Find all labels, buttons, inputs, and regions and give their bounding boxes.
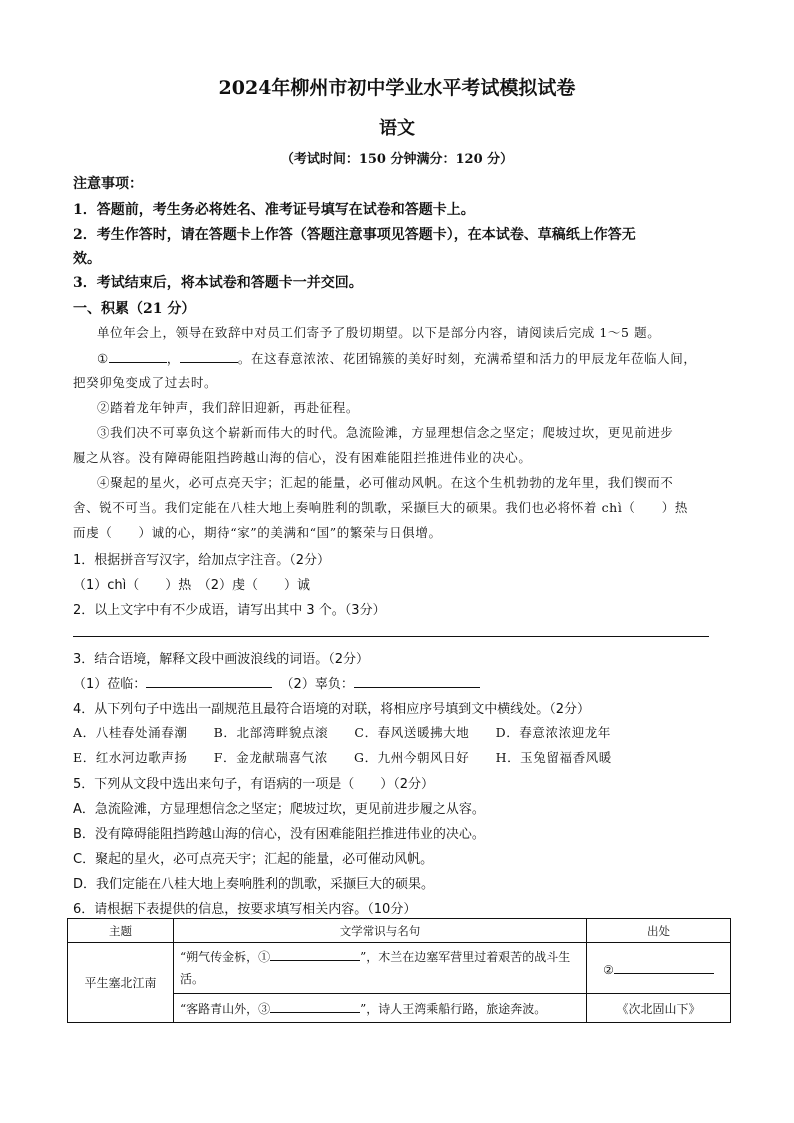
couplet-blank-2[interactable] (180, 348, 238, 363)
question-3-items (73, 673, 480, 692)
question-5: 5．下列从文段中选出来句子，有语病的一项是（ ）（2分） (73, 777, 435, 792)
question-2: 2．以上文字中有不少成语，请写出其中 3 个。（3分） (73, 603, 386, 618)
passage-p3: ③我们决不可辜负这个崭新而伟大的时代。急流险滩，方显理想信念之坚定；爬坡过坎，更见前进步 (97, 425, 674, 440)
p1-text: 。在这春意浓浓、花团锦簇的美好时刻，充满希望和活力的甲辰龙年莅临人间， (237, 351, 697, 366)
q3-item-1-label: （1）莅临： (73, 677, 147, 692)
theme-cell: 平生塞北江南 (68, 943, 174, 1023)
literature-table (67, 918, 731, 1023)
passage-p4-end: 而虔（ ）诚的心，期待“家”的美满和“国”的繁荣与日俱增。 (73, 525, 442, 540)
question-4-options-row-1: A．八桂春处涌春潮 B．北部湾畔貌点滚 C．春风送暖拂大地 D．春意浓浓迎龙年 (73, 725, 612, 740)
notice-item-3: 3．考试结束后，将本试卷和答题卡一并交回。 (73, 275, 363, 291)
question-4: 4．从下列句子中选出一副规范且最符合语境的对联，将相应序号填到文中横线处。（2分） (73, 702, 591, 717)
question-5-option-d: D．我们定能在八桂大地上奏响胜利的凯歌，采撷巨大的硕果。 (73, 877, 435, 892)
notice-item-2: 2．考生作答时，请在答题卡上作答（答题注意事项见答题卡），在本试卷、草稿纸上作答无 (73, 227, 636, 243)
row1-text-a: “朔气传金柝，① (180, 950, 271, 964)
subject-title: 语文 (379, 118, 415, 139)
header-source: 出处 (587, 919, 731, 943)
row1-text-b: ”，木兰在边塞军营里过着艰苦的战斗生活。 (180, 950, 571, 986)
answer-line-q2[interactable] (73, 636, 709, 637)
table-row (68, 943, 731, 994)
p1-sep: ， (166, 351, 180, 366)
exam-title: 2024年柳州市初中学业水平考试模拟试卷 (218, 77, 576, 99)
notice-heading: 注意事项： (73, 176, 143, 192)
row2-text-b: ”，诗人王湾乘船行路，旅途奔波。 (360, 1002, 547, 1016)
table-header-row (68, 919, 731, 943)
question-4-options-row-2: E．红水河边歌声扬 F．金龙献瑞喜气浓 G．九州今朝风日好 H．玉兔留福香风暖 (73, 750, 612, 765)
table-blank-1[interactable] (270, 947, 360, 961)
passage-intro: 单位年会上，领导在致辞中对员工们寄予了殷切期望。以下是部分内容，请阅读后完成 1～5 题。 (97, 325, 661, 340)
passage-p4: ④聚起的星火，必可点亮天宇；汇起的能量，必可催动风帆。在这个生机勃勃的龙年里，我们锲而不 (97, 475, 674, 490)
section1-heading: 一、积累（21 分） (73, 301, 196, 317)
question-3: 3．结合语境，解释文段中画波浪线的词语。（2分） (73, 652, 370, 667)
row2-text-a: “客路青山外，③ (180, 1002, 271, 1016)
notice-item-1: 1．答题前，考生务必将姓名、准考证号填写在试卷和答题卡上。 (73, 202, 475, 218)
question-1-items: （1）chì（ ）热 （2）虔（ ）诚 (73, 578, 311, 593)
question-5-option-c: C．聚起的星火，必可点亮天宇；汇起的能量，必可催动风帆。 (73, 852, 434, 867)
source-cell-1 (587, 943, 731, 994)
q3-answer-blank-2[interactable] (354, 673, 480, 688)
q3-item-2-label: （2）辜负： (280, 677, 354, 692)
source-cell-2: 《次北固山下》 (587, 994, 731, 1023)
passage-p1-cont: 把癸卯兔变成了过去时。 (73, 375, 218, 390)
exam-info: （考试时间：150 分钟满分：120 分） (280, 152, 514, 167)
passage-p4-cont: 舍、锐不可当。我们定能在八桂大地上奏响胜利的凯歌，采撷巨大的硕果。我们也必将怀着 chì（ ）热 (73, 500, 688, 515)
question-5-option-b: B．没有障碍能阻挡跨越山海的信心，没有困难能阻拦推进伟业的决心。 (73, 827, 485, 842)
passage-p1 (97, 348, 696, 367)
row1-source-marker: ② (603, 962, 614, 977)
question-1: 1．根据拼音写汉字，给加点字注音。（2分） (73, 553, 331, 568)
notice-item-2-cont: 效。 (73, 251, 101, 267)
table-blank-3[interactable] (270, 999, 360, 1013)
question-6: 6．请根据下表提供的信息，按要求填写相关内容。（10分） (73, 902, 417, 917)
p1-marker: ① (97, 351, 109, 366)
question-5-option-a: A．急流险滩，方显理想信念之坚定；爬坡过坎，更见前进步履之从容。 (73, 802, 485, 817)
header-knowledge: 文学常识与名句 (174, 919, 587, 943)
passage-p3-cont: 履之从容。没有障碍能阻挡跨越山海的信心，没有困难能阻拦推进伟业的决心。 (73, 450, 532, 465)
header-theme: 主题 (68, 919, 174, 943)
knowledge-cell-1 (174, 943, 587, 994)
knowledge-cell-2 (174, 994, 587, 1023)
q3-answer-blank-1[interactable] (146, 673, 272, 688)
table-blank-2[interactable] (614, 960, 714, 974)
passage-p2: ②踏着龙年钟声，我们辞旧迎新，再赴征程。 (97, 400, 360, 415)
couplet-blank-1[interactable] (109, 348, 167, 363)
